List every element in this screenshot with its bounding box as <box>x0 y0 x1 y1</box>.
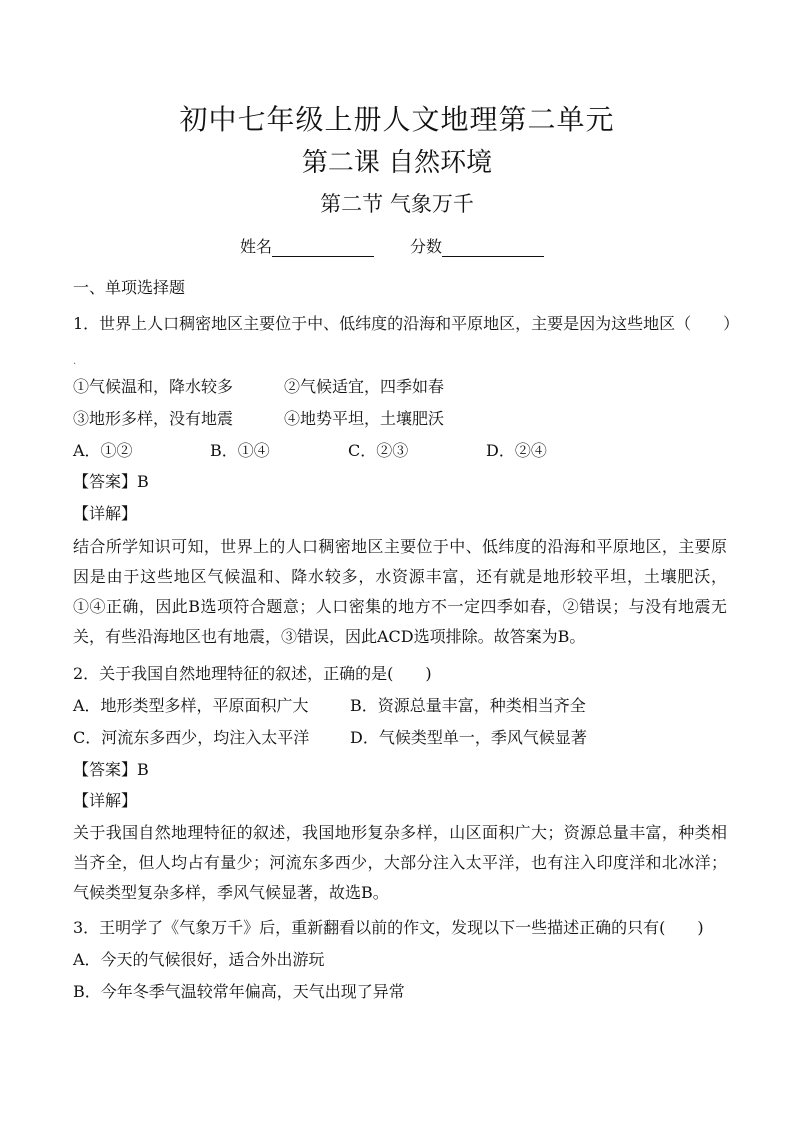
part-heading: 一、单项选择题 <box>73 278 186 297</box>
name-label: 姓名 <box>240 237 273 256</box>
q2-option-a: A．地形类型多样，平原面积广大 <box>73 696 309 715</box>
q1-statement-3: ③地形多样，没有地震 <box>73 409 234 428</box>
q2-explanation: 关于我国自然地理特征的叙述，我国地形复杂多样，山区面积广大；资源总量丰富，种类相当齐全，但人均占有量少；河流东多西少，大部分注入太平洋，也有注入印度洋和北冰洋；气候类型复杂多样，季风气候显著，故选B。 <box>73 823 727 902</box>
q2-option-d: D．气候类型单一，季风气候显著 <box>350 728 587 747</box>
score-label: 分数 <box>410 237 443 256</box>
section-title: 第二节 气象万千 <box>320 192 474 216</box>
q3-option-a: A．今天的气候很好，适合外出游玩 <box>73 950 325 969</box>
q1-statement-1: ①气候温和，降水较多 <box>73 377 234 396</box>
q2-option-c: C．河流东多西少，均注入太平洋 <box>73 728 310 747</box>
lesson-title: 第二课 自然环境 <box>301 148 493 178</box>
q1-option-c: C．②③ <box>348 441 409 460</box>
question-1-stem: 1．世界上人口稠密地区主要位于中、低纬度的沿海和平原地区，主要是因为这些地区（ ） <box>73 314 740 333</box>
q1-explanation: 结合所学知识可知，世界上的人口稠密地区主要位于中、低纬度的沿海和平原地区，主要原因是由于这些地区气候温和、降水较多，水资源丰富，还有就是地形较平坦，土壤肥沃，①④正确，因此B选项符合题意；人口密集的地方不一定四季如春，②错误；与没有地震无关，有些沿海地区也有地震，③错误，因此ACD选项排除。故答案为B。 <box>73 537 727 646</box>
q2-answer: 【答案】B <box>73 760 149 779</box>
name-blank[interactable] <box>272 239 374 257</box>
question-2-stem: 2．关于我国自然地理特征的叙述，正确的是( ) <box>73 664 432 683</box>
q1-option-a: A．①② <box>73 441 133 460</box>
score-blank[interactable] <box>442 239 544 257</box>
q3-option-b: B．今年冬季气温较常年偏高，天气出现了异常 <box>73 982 405 1001</box>
q1-option-b: B．①④ <box>210 441 270 460</box>
q1-statement-4: ④地势平坦，土壤肥沃 <box>284 409 445 428</box>
q1-detail-label: 【详解】 <box>73 504 138 523</box>
q1-answer: 【答案】B <box>73 472 149 491</box>
q1-option-d: D．②④ <box>486 441 547 460</box>
student-info <box>240 234 544 257</box>
question-3-stem: 3．王明学了《气象万千》后，重新翻看以前的作文，发现以下一些描述正确的只有( ) <box>73 918 704 937</box>
q2-detail-label: 【详解】 <box>73 791 138 810</box>
paragraph-mark: . <box>73 356 77 367</box>
q1-statement-2: ②气候适宜，四季如春 <box>284 377 445 396</box>
document-title: 初中七年级上册人文地理第二单元 <box>179 103 615 136</box>
q2-option-b: B．资源总量丰富，种类相当齐全 <box>350 696 586 715</box>
